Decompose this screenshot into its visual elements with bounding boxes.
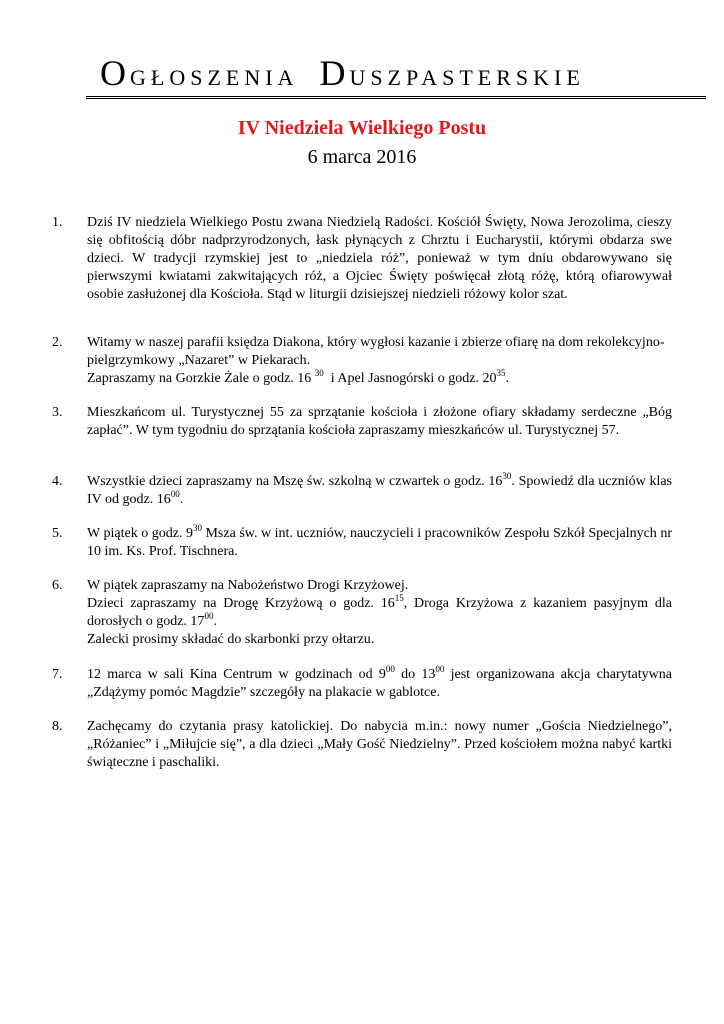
text-fragment: . <box>179 492 184 507</box>
text-fragment: jest organizowana akcja charytatywna „Zdążymy pomóc Magdzie” szczegóły na plakacie w gablotce. <box>87 667 672 700</box>
time-minutes: 30 <box>192 523 202 533</box>
item-number: 7. <box>52 667 63 682</box>
item-number: 6. <box>52 578 63 593</box>
item-text <box>87 525 672 561</box>
item-text <box>87 473 672 509</box>
time-minutes: 30 <box>314 368 324 378</box>
title-first-rest: GŁOSZENIA <box>130 65 299 90</box>
item-number: 4. <box>52 474 63 489</box>
item-text <box>87 666 672 702</box>
time-minutes: 00 <box>204 611 214 621</box>
time-minutes: 00 <box>170 489 180 499</box>
time-minutes: 35 <box>496 368 506 378</box>
item-number: 8. <box>52 719 63 734</box>
time-minutes: 00 <box>435 664 445 674</box>
text-fragment: Dzieci zapraszamy na Drogę Krzyżową o godz. 16 <box>87 596 395 611</box>
item-text <box>87 334 672 388</box>
title-second-initial: D <box>319 53 350 93</box>
text-fragment: i Apel Jasnogórski o godz. 20 <box>330 371 497 386</box>
item-text: Mieszkańcom ul. Turystycznej 55 za sprzątanie kościoła i złożone ofiary składamy serdeczne „Bóg zapłać”. W tym tygodniu do sprzątania kościoła zapraszamy mieszkańców ul. Turystycznej 57. <box>87 405 672 438</box>
text-fragment: 12 marca w sali Kina Centrum w godzinach od 9 <box>87 667 386 682</box>
announcement-date: 6 marca 2016 <box>307 146 417 168</box>
text-fragment: . <box>505 371 509 386</box>
text-fragment: W piątek o godz. 9 <box>87 526 193 541</box>
time-minutes: 15 <box>394 593 404 603</box>
item-text: Dziś IV niedziela Wielkiego Postu zwana Niedzielą Radości. Kościół Święty, Nowa Jerozolima, cieszy się obfitością dóbr nadprzyrodzonych, łask płynących z Chrztu i Eucharystii, którymi obdarza swe dzieci. W tradycji rzymskiej jest to „niedziela róż”, ponieważ w tym dniu obdarowywano się pierwszymi kwiatami zakwitających róż, a Ojciec Święty poświęcał złotą różę, którą ofiarowywał osobie zasłużonej dla Kościoła. Stąd w liturgii dzisiejszej niedzieli różowy kolor szat. <box>87 215 672 302</box>
item-text: Zachęcamy do czytania prasy katolickiej. Do nabycia m.in.: nowy numer „Gościa Niedzielnego”, „Różaniec” i „Miłujcie się”, a dla dzieci „Mały Gość Niedzielny”. Przed kościołem można nabyć kartki świąteczne i paschaliki. <box>87 719 672 770</box>
text-fragment: Zapraszamy na Gorzkie Żale o godz. 16 <box>87 371 312 386</box>
text-fragment: , Droga Krzyżowa z kazaniem pasyjnym dla dorosłych o godz. 17 <box>87 596 672 629</box>
item-text-line: Zalecki prosimy składać do skarbonki przy ołtarzu. <box>87 632 375 647</box>
item-number: 5. <box>52 526 63 541</box>
item-number: 2. <box>52 335 63 350</box>
title-first-initial: O <box>100 53 130 93</box>
item-text-line: W piątek zapraszamy na Nabożeństwo Drogi Krzyżowej. <box>87 578 409 593</box>
text-fragment: Wszystkie dzieci zapraszamy na Mszę św. szkolną w czwartek o godz. 16 <box>87 474 503 489</box>
item-text-line: Witamy w naszej parafii księdza Diakona, który wygłosi kazanie i zbierze ofiarę na dom rekolekcyjno-pielgrzymkowy „Nazaret” w Piekarach. <box>87 335 665 368</box>
item-text <box>87 577 672 649</box>
text-fragment: Msza św. w int. uczniów, nauczycieli i pracowników Zespołu Szkół Specjalnych nr 10 im. Ks. Prof. Tischnera. <box>87 526 672 559</box>
time-minutes: 00 <box>385 664 395 674</box>
item-number: 1. <box>52 215 63 230</box>
item-number: 3. <box>52 405 63 420</box>
time-minutes: 30 <box>502 471 512 481</box>
item-text-line <box>87 595 672 631</box>
page-title <box>100 52 585 94</box>
text-fragment: . Spowiedź dla uczniów klas IV od godz. 16 <box>87 474 672 507</box>
text-fragment: . <box>213 614 217 629</box>
document-header <box>86 50 706 99</box>
sunday-name: IV Niedziela Wielkiego Postu <box>237 117 487 139</box>
text-fragment: do 13 <box>394 667 436 682</box>
title-second-rest: USZPASTERSKIE <box>349 65 585 90</box>
item-text-line <box>87 370 672 388</box>
